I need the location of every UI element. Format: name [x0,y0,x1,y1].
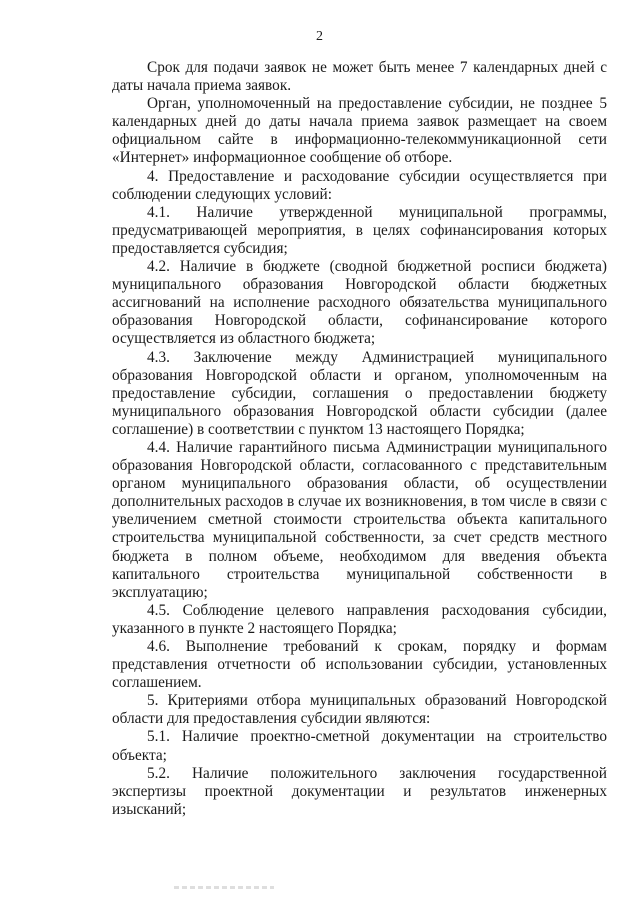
paragraph-item-4-6: 4.6. Выполнение требований к срокам, порядку и формам представления отчетности об использовании субсидии, установленных соглашением. [112,638,607,692]
paragraph-announcement: Орган, уполномоченный на предоставление субсидии, не позднее 5 календарных дней до даты начала приема заявок размещает на своем официальном сайте в информационно-телекоммуникационной сети «Интернет» информационное сообщение об отборе. [112,95,607,167]
paragraph-item-4-5: 4.5. Соблюдение целевого направления расходования субсидии, указанного в пункте 2 настоящего Порядка; [112,601,607,637]
paragraph-item-5: 5. Критериями отбора муниципальных образований Новгородской области для предоставления субсидии являются: [112,692,607,728]
paragraph-item-5-1: 5.1. Наличие проектно-сметной документации на строительство объекта; [112,728,607,764]
paragraph-item-4-3: 4.3. Заключение между Администрацией муниципального образования Новгородской области и органом, уполномоченным на предоставление субсидии, соглашения о предоставлении бюджету муниципального образования Новгородской области субсидии (далее соглашение) в соответствии с пунктом 13 настоящего Порядка; [112,348,607,438]
document-body [112,59,607,819]
paragraph-item-5-2: 5.2. Наличие положительного заключения государственной экспертизы проектной документации и результатов инженерных изысканий; [112,764,607,818]
paragraph-item-4: 4. Предоставление и расходование субсидии осуществляется при соблюдении следующих условий: [112,167,607,203]
page-number: 2 [316,29,323,44]
scan-artifact [174,886,274,889]
paragraph-item-4-2: 4.2. Наличие в бюджете (сводной бюджетной росписи бюджета) муниципального образования Новгородской области бюджетных ассигнований на исполнение расходного обязательства муниципального образования Новгородской области, софинансирование которого осуществляется из областного бюджета; [112,258,607,348]
paragraph-item-4-1: 4.1. Наличие утвержденной муниципальной программы, предусматривающей мероприятия, в целях софинансирования которых предоставляется субсидия; [112,203,607,257]
paragraph-deadline: Срок для подачи заявок не может быть менее 7 календарных дней с даты начала приема заявок. [112,59,607,95]
paragraph-item-4-4: 4.4. Наличие гарантийного письма Администрации муниципального образования Новгородской области, согласованного с представительным органом муниципального образования области, об осуществлении дополнительных расходов в случае их возникновения, в том числе в связи с увеличением сметной стоимости строительства объекта капитального строительства муниципальной собственности, за счет средств местного бюджета в полном объеме, необходимом для введения объекта капитального строительства муниципальной собственности в эксплуатацию; [112,438,607,601]
